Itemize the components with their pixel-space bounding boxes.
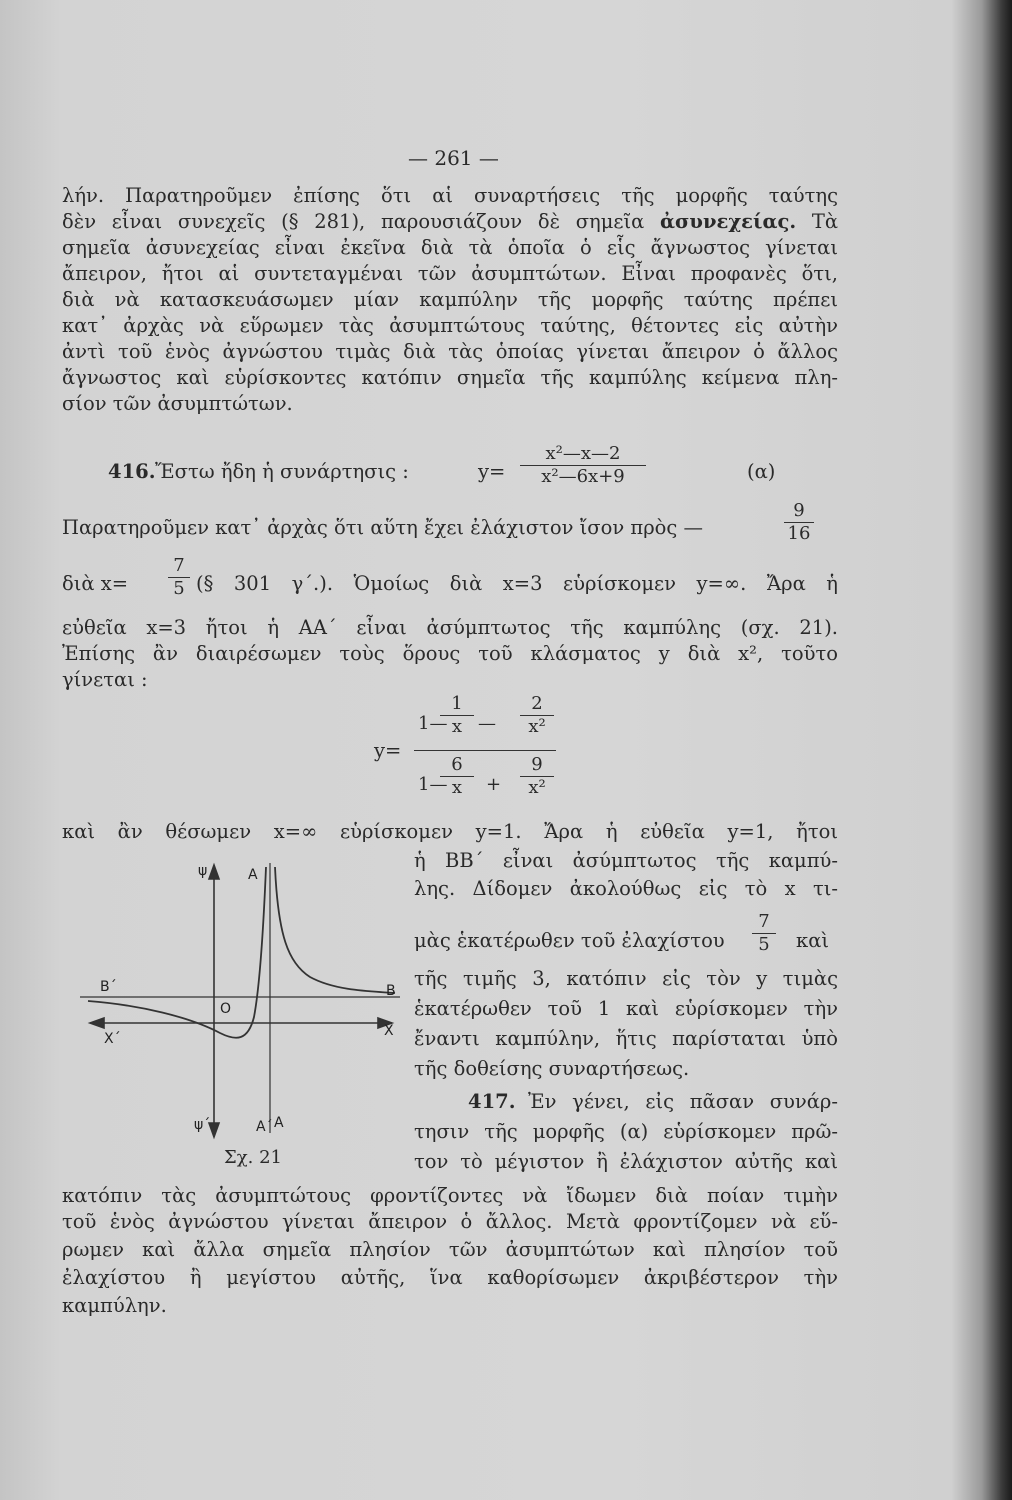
text-line: ἄγνωστος καὶ εὑρίσκοντες κατόπιν σημεῖα τῆς καμπύλης κείμενα πλη- — [62, 366, 838, 389]
bold-term: ἀσυνεχείας. — [660, 210, 797, 233]
fraction-denominator: x²—6x+9 — [541, 466, 625, 487]
fraction-numerator: 9 — [784, 500, 814, 523]
side-text-line: τον τὸ μέγιστον ἢ ἐλάχιστον αὐτῆς καὶ — [414, 1150, 838, 1173]
x-fraction — [168, 555, 190, 600]
operator: — — [478, 713, 496, 734]
text-segment: διὰ x= — [62, 572, 129, 595]
side-text-line: τῆς δοθείσης συναρτήσεως. — [414, 1057, 690, 1080]
text-line: κατόπιν τὰς ἀσυμπτώτους φροντίζοντες νὰ ἴδωμεν διὰ ποίαν τιμὴν — [62, 1184, 838, 1207]
text-line: ἀντὶ τοῦ ἑνὸς ἀγνώστου τιμὰς διὰ τὰς ὁποίας γίνεται ἄπειρον ὁ ἄλλος — [62, 340, 838, 363]
label-X: X — [384, 1023, 394, 1039]
text-segment: (§ 301 γ΄.). Ὁμοίως διὰ x=3 εὑρίσκομεν y=∞. Ἄρα ἡ — [196, 572, 838, 595]
figure-21 — [70, 845, 410, 1145]
label-B: B — [386, 983, 396, 999]
side-text-line: τῆς τιμῆς 3, κατόπιν εἰς τὸν y τιμὰς — [414, 967, 838, 990]
term-fraction — [520, 754, 554, 799]
section-number: 416. — [108, 460, 156, 483]
section-text: Ἔστω ἤδη ἡ συνάρτησις : — [155, 460, 409, 483]
text-line: γίνεται : — [62, 668, 148, 691]
page-number: — 261 — — [408, 146, 499, 170]
text-line: κατ᾿ ἀρχὰς νὰ εὕρωμεν τὰς ἀσυμπτώτους ταύτης, θέτοντες εἰς αὐτὴν — [62, 314, 838, 337]
text-line: τοῦ ἑνὸς ἀγνώστου γίνεται ἄπειρον ὁ ἄλλος. Μετὰ φροντίζομεν νὰ εὕ- — [62, 1210, 838, 1233]
text-line: λήν. Παρατηροῦμεν ἐπίσης ὅτι αἱ συναρτήσεις τῆς μορφῆς ταύτης — [62, 184, 838, 207]
fraction-denominator: x — [451, 716, 463, 737]
equation-label: (α) — [747, 460, 776, 483]
text-line — [62, 209, 838, 235]
equation-lhs: y= — [374, 739, 402, 762]
curve-left-branch — [88, 867, 266, 1038]
fraction-numerator: 7 — [168, 555, 190, 578]
y-axis-arrow-bottom — [209, 1123, 219, 1137]
text-line: σίον τῶν ἀσυμπτώτων. — [62, 392, 293, 415]
label-psi: ψ — [198, 863, 208, 879]
operator: + — [486, 774, 502, 795]
fraction-denominator: x² — [528, 777, 546, 798]
text-line: ρωμεν καὶ ἄλλα σημεῖα πλησίον τῶν ἀσυμπτώτων καὶ πλησίον τοῦ — [62, 1238, 838, 1261]
label-O: O — [220, 1001, 232, 1017]
minimum-fraction — [784, 500, 814, 545]
side-text-line: ἑκατέρωθεν τοῦ 1 καὶ εὑρίσκομεν τὴν — [414, 997, 838, 1020]
text-line: ἐλαχίστου ἢ μεγίστου αὐτῆς, ἵνα καθορίσωμεν ἀκριβέστερον τὴν — [62, 1266, 838, 1289]
text-segment: δὲν εἶναι συνεχεῖς (§ 281), παρουσιάζουν δὲ σημεῖα — [62, 210, 645, 233]
text-line: καμπύλην. — [62, 1294, 167, 1317]
side-text-line: ἡ ΒΒ΄ εἶναι ἀσύμπτωτος τῆς καμπύ- — [414, 849, 838, 872]
fraction-numerator: 6 — [440, 754, 474, 777]
side-text-line: ἔναντι καμπύλην, ἥτις παρίσταται ὑπὸ — [414, 1027, 838, 1050]
side-fraction — [752, 911, 776, 956]
side-text-line: μὰς ἑκατέρωθεν τοῦ ἐλαχίστου — [414, 929, 725, 952]
fraction-numerator: x²—x—2 — [520, 443, 646, 466]
text-line: ἄπειρον, ἤτοι αἱ συντεταγμέναι τῶν ἀσυμπτώτων. Εἶναι προφανὲς ὅτι, — [62, 262, 838, 285]
text-line: Παρατηροῦμεν κατ᾿ ἀρχὰς ὅτι αὕτη ἔχει ἐλάχιστον ἴσον πρὸς — — [62, 516, 704, 539]
side-text-line: λης. Δίδομεν ἀκολούθως εἰς τὸ x τι- — [414, 877, 838, 900]
fraction-denominator: x² — [528, 716, 546, 737]
text-line: εὐθεῖα x=3 ἤτοι ἡ ΑΑ΄ εἶναι ἀσύμπτωτος τῆς καμπύλης (σχ. 21). — [62, 616, 838, 639]
x-axis-arrow-left — [90, 1018, 104, 1028]
fraction-numerator: 9 — [520, 754, 554, 777]
figure-caption: Σχ. 21 — [224, 1147, 282, 1168]
text-segment: καὶ — [796, 929, 830, 952]
label-A-prime: A΄ — [256, 1119, 273, 1135]
side-text-line: τησιν τῆς μορφῆς (α) εὑρίσκομεν πρῶ- — [414, 1120, 838, 1143]
equation-lhs: y= — [478, 460, 506, 483]
fraction-numerator: 1 — [440, 693, 474, 716]
term-fraction — [440, 693, 474, 738]
label-B-prime: B΄ — [100, 979, 117, 995]
text-line: καὶ ἂν θέσωμεν x=∞ εὑρίσκομεν y=1. Ἄρα ἡ εὐθεῖα y=1, ἤτοι — [62, 820, 838, 843]
term: 1— — [418, 774, 448, 795]
curve-right-branch — [275, 867, 395, 993]
text-line: διὰ νὰ κατασκευάσωμεν μίαν καμπύλην τῆς μορφῆς ταύτης πρέπει — [62, 288, 838, 311]
label-A-top: A — [248, 867, 258, 883]
main-fraction-bar — [414, 750, 556, 751]
label-A-bottom: A — [274, 1115, 284, 1131]
term: 1— — [418, 713, 448, 734]
section-number: 417. — [468, 1090, 516, 1113]
side-text-line: Ἐν γένει, εἰς πᾶσαν συνάρ- — [528, 1090, 838, 1113]
y-axis-arrow-top — [209, 865, 219, 879]
fraction-denominator: x — [451, 777, 463, 798]
fraction-denominator: 16 — [787, 523, 811, 544]
equation-fraction — [520, 443, 646, 488]
term-fraction — [440, 754, 474, 799]
fraction-denominator: 5 — [758, 934, 770, 955]
fraction-denominator: 5 — [173, 578, 185, 599]
label-psi-prime: ψ΄ — [194, 1117, 211, 1133]
fraction-numerator: 2 — [520, 693, 554, 716]
text-line: Ἐπίσης ἂν διαιρέσωμεν τοὺς ὅρους τοῦ κλάσματος y διὰ x², τοῦτο — [62, 642, 838, 665]
text-line: σημεῖα ἀσυνεχείας εἶναι ἐκεῖνα διὰ τὰ ὁποῖα ὁ εἷς ἄγνωστος γίνεται — [62, 236, 838, 259]
fraction-numerator: 7 — [752, 911, 776, 934]
text-segment: Τὰ — [811, 210, 839, 233]
term-fraction — [520, 693, 554, 738]
label-X-prime: X΄ — [104, 1031, 121, 1047]
